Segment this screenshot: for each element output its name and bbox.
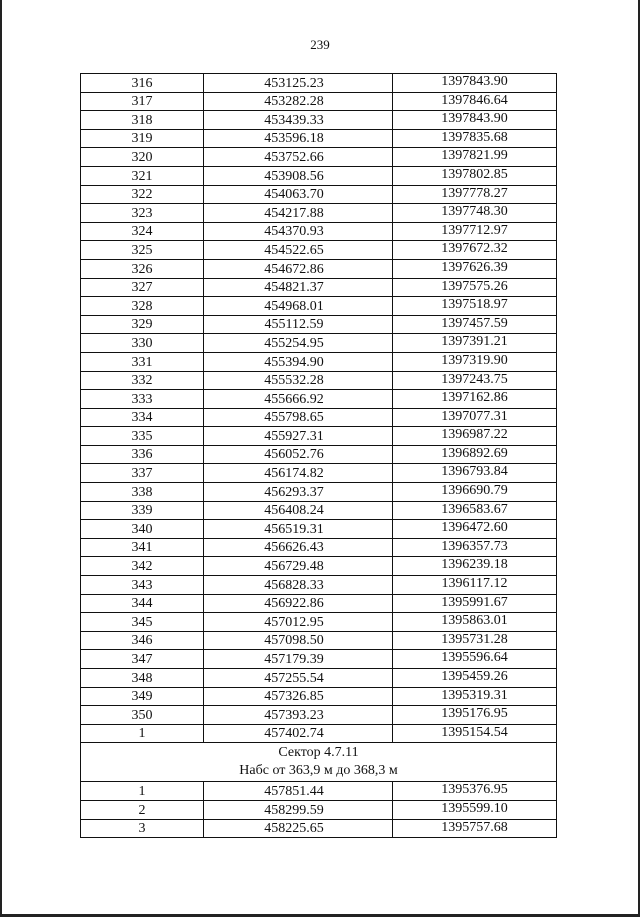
- x-coordinate-cell: 454672.86: [204, 259, 393, 278]
- x-coordinate-cell: 456828.33: [204, 576, 393, 595]
- x-coordinate-cell: 457179.39: [204, 650, 393, 669]
- point-number-cell: 332: [81, 371, 204, 390]
- x-coordinate-cell: 456293.37: [204, 483, 393, 502]
- table-row: [81, 185, 557, 204]
- point-number-cell: 2: [81, 800, 204, 819]
- y-coordinate-cell: 1397672.32: [393, 241, 557, 260]
- table-row: [81, 445, 557, 464]
- x-coordinate-cell: 457326.85: [204, 687, 393, 706]
- table-row: [81, 650, 557, 669]
- table-row: [81, 724, 557, 743]
- y-coordinate-cell: 1396987.22: [393, 427, 557, 446]
- table-row: [81, 371, 557, 390]
- table-row: [81, 706, 557, 725]
- section-title: Сектор 4.7.11: [278, 745, 359, 761]
- y-coordinate-cell: 1397778.27: [393, 185, 557, 204]
- table-row: [81, 334, 557, 353]
- x-coordinate-cell: 455112.59: [204, 315, 393, 334]
- table-row: [81, 576, 557, 595]
- point-number-cell: 333: [81, 390, 204, 409]
- table-row: [81, 148, 557, 167]
- page-number: 239: [310, 37, 330, 52]
- y-coordinate-cell: 1396690.79: [393, 483, 557, 502]
- x-coordinate-cell: 455798.65: [204, 408, 393, 427]
- y-coordinate-cell: 1395154.54: [393, 724, 557, 743]
- point-number-cell: 348: [81, 669, 204, 688]
- y-coordinate-cell: 1397319.90: [393, 352, 557, 371]
- point-number-cell: 321: [81, 166, 204, 185]
- y-coordinate-cell: 1397821.99: [393, 148, 557, 167]
- table-row: [81, 315, 557, 334]
- table-row: [81, 390, 557, 409]
- y-coordinate-cell: 1395176.95: [393, 706, 557, 725]
- section-subtitle: Набс от 363,9 м до 368,3 м: [239, 763, 398, 779]
- x-coordinate-cell: 456922.86: [204, 594, 393, 613]
- y-coordinate-cell: 1396583.67: [393, 501, 557, 520]
- y-coordinate-cell: 1397748.30: [393, 204, 557, 223]
- y-coordinate-cell: 1397712.97: [393, 222, 557, 241]
- point-number-cell: 323: [81, 204, 204, 223]
- table-row: [81, 241, 557, 260]
- x-coordinate-cell: 458299.59: [204, 800, 393, 819]
- table-row: [81, 408, 557, 427]
- table-row: [81, 352, 557, 371]
- point-number-cell: 345: [81, 613, 204, 632]
- y-coordinate-cell: 1395459.26: [393, 669, 557, 688]
- point-number-cell: 329: [81, 315, 204, 334]
- y-coordinate-cell: 1397835.68: [393, 129, 557, 148]
- point-number-cell: 337: [81, 464, 204, 483]
- table-row: [81, 74, 557, 93]
- coordinates-table: [80, 73, 557, 838]
- x-coordinate-cell: 454968.01: [204, 297, 393, 316]
- point-number-cell: 3: [81, 819, 204, 838]
- point-number-cell: 1: [81, 724, 204, 743]
- y-coordinate-cell: 1397846.64: [393, 92, 557, 111]
- point-number-cell: 346: [81, 631, 204, 650]
- y-coordinate-cell: 1397843.90: [393, 111, 557, 130]
- y-coordinate-cell: 1396892.69: [393, 445, 557, 464]
- x-coordinate-cell: 454217.88: [204, 204, 393, 223]
- table-row: [81, 166, 557, 185]
- table-row: [81, 594, 557, 613]
- x-coordinate-cell: 456174.82: [204, 464, 393, 483]
- x-coordinate-cell: 456408.24: [204, 501, 393, 520]
- y-coordinate-cell: 1397077.31: [393, 408, 557, 427]
- table-row: [81, 687, 557, 706]
- x-coordinate-cell: 454370.93: [204, 222, 393, 241]
- point-number-cell: 331: [81, 352, 204, 371]
- point-number-cell: 324: [81, 222, 204, 241]
- table-row: [81, 111, 557, 130]
- y-coordinate-cell: 1397391.21: [393, 334, 557, 353]
- coordinates-table-body-2: [81, 782, 557, 838]
- x-coordinate-cell: 457255.54: [204, 669, 393, 688]
- page-border-left: [0, 0, 2, 917]
- x-coordinate-cell: 454821.37: [204, 278, 393, 297]
- x-coordinate-cell: 454522.65: [204, 241, 393, 260]
- y-coordinate-cell: 1395731.28: [393, 631, 557, 650]
- coordinates-table-body: [81, 74, 557, 743]
- y-coordinate-cell: 1395596.64: [393, 650, 557, 669]
- x-coordinate-cell: 453282.28: [204, 92, 393, 111]
- x-coordinate-cell: 453908.56: [204, 166, 393, 185]
- table-row: [81, 669, 557, 688]
- table-row: [81, 819, 557, 838]
- table-row: [81, 483, 557, 502]
- y-coordinate-cell: 1396239.18: [393, 557, 557, 576]
- point-number-cell: 343: [81, 576, 204, 595]
- table-row: [81, 129, 557, 148]
- y-coordinate-cell: 1395376.95: [393, 782, 557, 801]
- y-coordinate-cell: 1396357.73: [393, 538, 557, 557]
- point-number-cell: 344: [81, 594, 204, 613]
- x-coordinate-cell: 457012.95: [204, 613, 393, 632]
- x-coordinate-cell: 453752.66: [204, 148, 393, 167]
- x-coordinate-cell: 456052.76: [204, 445, 393, 464]
- table-row: [81, 538, 557, 557]
- table-row: [81, 800, 557, 819]
- table-row: [81, 557, 557, 576]
- section-header-body: [81, 743, 557, 782]
- point-number-cell: 336: [81, 445, 204, 464]
- x-coordinate-cell: 455254.95: [204, 334, 393, 353]
- y-coordinate-cell: 1396117.12: [393, 576, 557, 595]
- table-row: [81, 631, 557, 650]
- point-number-cell: 317: [81, 92, 204, 111]
- x-coordinate-cell: 457393.23: [204, 706, 393, 725]
- x-coordinate-cell: 455532.28: [204, 371, 393, 390]
- x-coordinate-cell: 453596.18: [204, 129, 393, 148]
- y-coordinate-cell: 1395863.01: [393, 613, 557, 632]
- y-coordinate-cell: 1397518.97: [393, 297, 557, 316]
- y-coordinate-cell: 1395757.68: [393, 819, 557, 838]
- table-row: [81, 92, 557, 111]
- x-coordinate-cell: 455394.90: [204, 352, 393, 371]
- x-coordinate-cell: 453125.23: [204, 74, 393, 93]
- x-coordinate-cell: 457851.44: [204, 782, 393, 801]
- y-coordinate-cell: 1397626.39: [393, 259, 557, 278]
- point-number-cell: 322: [81, 185, 204, 204]
- y-coordinate-cell: 1396793.84: [393, 464, 557, 483]
- point-number-cell: 342: [81, 557, 204, 576]
- point-number-cell: 349: [81, 687, 204, 706]
- y-coordinate-cell: 1397575.26: [393, 278, 557, 297]
- table-row: [81, 259, 557, 278]
- x-coordinate-cell: 456626.43: [204, 538, 393, 557]
- point-number-cell: 325: [81, 241, 204, 260]
- point-number-cell: 328: [81, 297, 204, 316]
- point-number-cell: 350: [81, 706, 204, 725]
- y-coordinate-cell: 1397243.75: [393, 371, 557, 390]
- table-row: [81, 613, 557, 632]
- x-coordinate-cell: 458225.65: [204, 819, 393, 838]
- y-coordinate-cell: 1395599.10: [393, 800, 557, 819]
- point-number-cell: 327: [81, 278, 204, 297]
- point-number-cell: 1: [81, 782, 204, 801]
- table-row: [81, 204, 557, 223]
- point-number-cell: 326: [81, 259, 204, 278]
- section-header-row: [81, 743, 557, 782]
- table-row: [81, 520, 557, 539]
- y-coordinate-cell: 1396472.60: [393, 520, 557, 539]
- table-row: [81, 222, 557, 241]
- x-coordinate-cell: 456519.31: [204, 520, 393, 539]
- table-row: [81, 297, 557, 316]
- y-coordinate-cell: 1395991.67: [393, 594, 557, 613]
- point-number-cell: 339: [81, 501, 204, 520]
- y-coordinate-cell: 1397843.90: [393, 74, 557, 93]
- y-coordinate-cell: 1395319.31: [393, 687, 557, 706]
- table-row: [81, 782, 557, 801]
- x-coordinate-cell: 457098.50: [204, 631, 393, 650]
- point-number-cell: 318: [81, 111, 204, 130]
- x-coordinate-cell: 455927.31: [204, 427, 393, 446]
- point-number-cell: 330: [81, 334, 204, 353]
- table-row: [81, 278, 557, 297]
- point-number-cell: 316: [81, 74, 204, 93]
- x-coordinate-cell: 454063.70: [204, 185, 393, 204]
- point-number-cell: 334: [81, 408, 204, 427]
- x-coordinate-cell: 456729.48: [204, 557, 393, 576]
- x-coordinate-cell: 457402.74: [204, 724, 393, 743]
- point-number-cell: 320: [81, 148, 204, 167]
- y-coordinate-cell: 1397457.59: [393, 315, 557, 334]
- point-number-cell: 335: [81, 427, 204, 446]
- x-coordinate-cell: 453439.33: [204, 111, 393, 130]
- table-row: [81, 427, 557, 446]
- point-number-cell: 341: [81, 538, 204, 557]
- point-number-cell: 347: [81, 650, 204, 669]
- point-number-cell: 340: [81, 520, 204, 539]
- table-row: [81, 464, 557, 483]
- point-number-cell: 338: [81, 483, 204, 502]
- y-coordinate-cell: 1397162.86: [393, 390, 557, 409]
- y-coordinate-cell: 1397802.85: [393, 166, 557, 185]
- section-header-cell: [81, 743, 557, 782]
- table-row: [81, 501, 557, 520]
- x-coordinate-cell: 455666.92: [204, 390, 393, 409]
- point-number-cell: 319: [81, 129, 204, 148]
